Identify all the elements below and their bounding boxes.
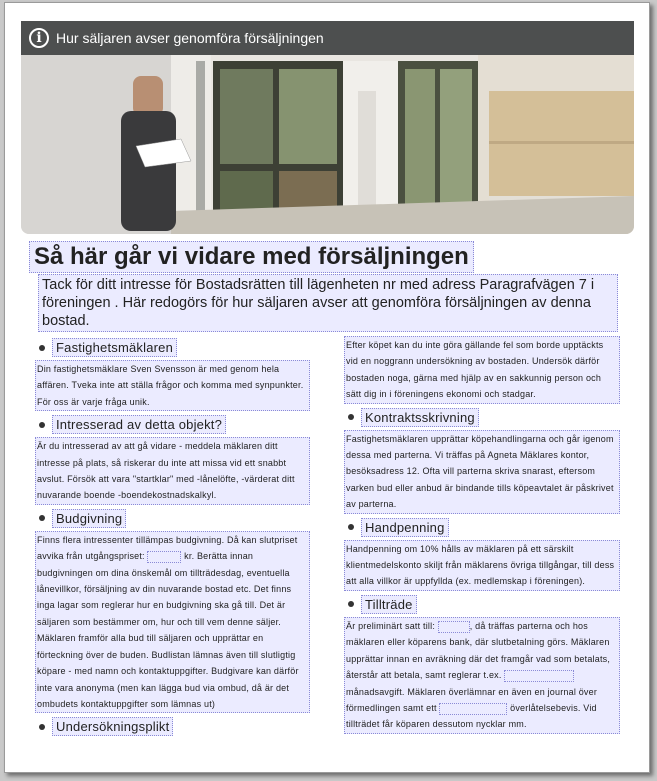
bullet-icon	[39, 422, 45, 428]
interested-text: Är du intresserad av att gå vidare - meddela mäklaren ditt intresse på plats, så riskerar du inte att missa vid ett snabbt avslut. Försök att vara "startklar" med -lånelöfte, -värderat ditt nuvarande boende -boendekostnadskalkyl.	[35, 437, 310, 505]
right-column	[344, 336, 620, 738]
section-title: Intresserad av detta objekt?	[52, 415, 226, 434]
page-title: Så här går vi vidare med försäljningen	[29, 241, 474, 273]
bullet-icon	[39, 724, 45, 730]
intro-paragraph: Tack för ditt intresse för Bostadsrätten till lägenheten nr med adress Paragrafvägen 7 i föreningen . Här redogörs för hur säljaren avser att genomföra försäljningen av denna bostad.	[38, 274, 618, 332]
bullet-icon	[39, 345, 45, 351]
price-input[interactable]	[147, 551, 181, 563]
bullet-icon	[348, 601, 354, 607]
left-column	[35, 336, 310, 739]
broker-text: Din fastighetsmäklare Sven Svensson är med genom hela affären. Tveka inte att ställa frågor och komma med synpunkter. För oss är varje fråga unik.	[35, 360, 310, 411]
document-page	[4, 2, 650, 773]
bidding-text-start: Finns flera intressenter tillämpas budgivning. Då kan slutpriset avvika från utgångspriset:	[37, 534, 298, 562]
section-title: Handpenning	[361, 518, 449, 537]
bullet-icon	[39, 515, 45, 521]
bidding-text-rest: kr. Berätta innan budgivningen om dina önskemål om tillträdesdag, eventuella lånevillkor, försäljning av din nuvarande bostad etc. Det finns inga lagar som reglerar hur en budgivning ska gå till. Det är säljaren som bestämmer om, hur och till vem denne säljer. Mäklaren framför alla bud till säljaren och upprättar en förteckning över de buden. Budlistan lämnas även till slutligtig köpare - med namn och kontaktuppgifter. Budgivare kan därför inte vara anonyma (men kan lägga bud via ombud, då är det ombudets kontaktuppgifter som lämnas ut)	[37, 551, 299, 709]
section-heading-bidding	[35, 509, 310, 528]
access-text-start: Är preliminärt satt till:	[346, 620, 436, 631]
section-title: Budgivning	[52, 509, 126, 528]
inspection-text: Efter köpet kan du inte göra gällande fel som borde upptäckts vid en noggrann undersökning av bostaden. Undersök därför bostaden noga, gärna med hjälp av en sakkunnig person och sätt dig in i föreningens ekonomi och stadgar.	[344, 336, 620, 404]
section-heading-contract	[344, 408, 620, 427]
access-date-input[interactable]	[438, 621, 470, 633]
section-heading-inspection	[35, 717, 310, 736]
access-text	[344, 617, 620, 734]
fee-input[interactable]	[504, 670, 574, 682]
bidding-text	[35, 531, 310, 713]
hero-title: Hur säljaren avser genomföra försäljningen	[56, 30, 324, 46]
section-title: Tillträde	[361, 595, 417, 614]
bullet-icon	[348, 414, 354, 420]
bullet-icon	[348, 524, 354, 530]
section-heading-interested	[35, 415, 310, 434]
section-heading-deposit	[344, 518, 620, 537]
section-heading-access	[344, 595, 620, 614]
section-title: Undersökningsplikt	[52, 717, 173, 736]
hero-banner	[21, 21, 634, 234]
access-text-middle: , då träffas parterna och hos mäklaren eller köparens bank, där slutbetalning görs. Mäklaren upprättar innan en avräkning där det framgår vad som betalats, återstår att betala, samt reglerar t.ex.	[346, 620, 611, 681]
section-heading-broker	[35, 338, 310, 357]
hero-header-bar	[21, 21, 634, 55]
section-title: Kontraktsskrivning	[361, 408, 479, 427]
access-text-end: överlåtelsebevis. Vid tillträdet får köparen dessutom nycklar mm.	[346, 702, 597, 730]
access-text-fee: månadsavgift. Mäklaren överlämnar en även en journal över förmedlingen samt ett	[346, 686, 598, 713]
deposit-text: Handpenning om 10% hålls av mäklaren på ett särskilt klientmedelskonto skiljt från mäklarens övriga tillgångar, till dess att alla villkor är uppfyllda (ex. medlemskap i föreningen).	[344, 540, 620, 591]
transfer-input[interactable]	[439, 703, 507, 715]
section-title: Fastighetsmäklaren	[52, 338, 177, 357]
info-icon: i	[29, 28, 49, 48]
contract-text: Fastighetsmäklaren upprättar köpehandlingarna och går igenom dessa med parterna. Vi träffas på Agneta Mäklares kontor, besöksadress 12. Ofta vill parterna skriva snarast, eftersom varken bud eller anbud är bindande tills köpeavtalet är påskrivet av parterna.	[344, 430, 620, 514]
